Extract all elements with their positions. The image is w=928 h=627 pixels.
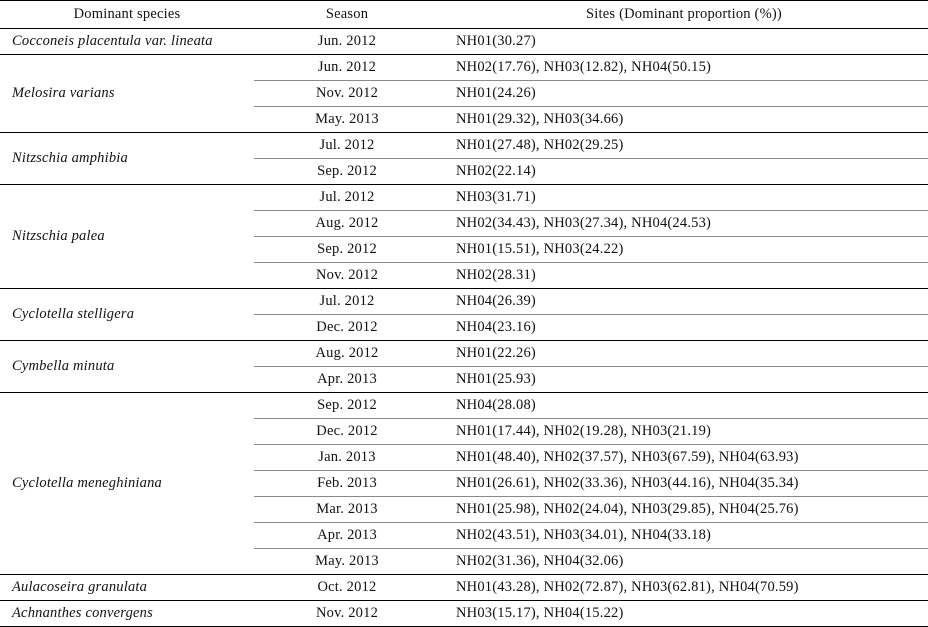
table-row <box>0 185 928 211</box>
table-row <box>0 55 928 81</box>
season-cell: May. 2013 <box>315 111 379 127</box>
sites-cell: NH02(17.76), NH03(12.82), NH04(50.15) <box>456 59 712 75</box>
header-sites: Sites (Dominant proportion (%)) <box>586 6 782 22</box>
season-cell: May. 2013 <box>315 553 379 569</box>
species-cell: Aulacoseira granulata <box>12 579 148 595</box>
sites-cell: NH01(26.61), NH02(33.36), NH03(44.16), NH04(35.34) <box>456 475 799 491</box>
species-cell: Cyclotella meneghiniana <box>12 475 162 491</box>
season-cell: Dec. 2012 <box>316 423 378 439</box>
sites-cell: NH02(31.36), NH04(32.06) <box>456 553 624 569</box>
sites-cell: NH01(24.26) <box>456 85 536 101</box>
season-cell: Nov. 2012 <box>315 267 379 283</box>
season-cell: Jun. 2012 <box>317 33 377 49</box>
season-cell: Apr. 2013 <box>317 371 377 387</box>
sites-cell: NH01(30.27) <box>456 33 536 49</box>
sites-cell: NH02(22.14) <box>456 163 536 179</box>
table-row <box>0 133 928 159</box>
table-body <box>0 29 928 627</box>
season-cell: Jul. 2012 <box>319 189 375 205</box>
season-cell: Oct. 2012 <box>317 579 377 595</box>
header-row <box>0 1 928 29</box>
season-cell: Nov. 2012 <box>315 85 379 101</box>
season-cell: Sep. 2012 <box>317 397 377 413</box>
species-cell: Cymbella minuta <box>12 358 115 374</box>
sites-cell: NH01(15.51), NH03(24.22) <box>456 241 624 257</box>
season-cell: Jan. 2013 <box>318 449 376 465</box>
sites-cell: NH04(28.08) <box>456 397 536 413</box>
sites-cell: NH01(22.26) <box>456 345 536 361</box>
sites-cell: NH01(27.48), NH02(29.25) <box>456 137 624 153</box>
header-season: Season <box>325 6 369 22</box>
header-species: Dominant species <box>73 6 181 22</box>
sites-cell: NH04(26.39) <box>456 293 536 309</box>
species-cell: Cyclotella stelligera <box>12 306 135 322</box>
sites-cell: NH02(28.31) <box>456 267 536 283</box>
sites-cell: NH01(25.93) <box>456 371 536 387</box>
species-cell: Nitzschia amphibia <box>12 150 128 166</box>
season-cell: Jul. 2012 <box>319 137 375 153</box>
season-cell: Sep. 2012 <box>317 163 377 179</box>
table-row <box>0 601 928 627</box>
species-cell: Achnanthes convergens <box>12 605 153 621</box>
season-cell: Feb. 2013 <box>317 475 377 491</box>
table-row <box>0 393 928 419</box>
table-row <box>0 289 928 315</box>
sites-cell: NH01(25.98), NH02(24.04), NH03(29.85), NH04(25.76) <box>456 501 799 517</box>
season-cell: Dec. 2012 <box>316 319 378 335</box>
sites-cell: NH03(31.71) <box>456 189 536 205</box>
sites-cell: NH01(48.40), NH02(37.57), NH03(67.59), NH04(63.93) <box>456 449 799 465</box>
table-row <box>0 29 928 55</box>
species-cell: Cocconeis placentula var. lineata <box>12 33 213 49</box>
season-cell: Nov. 2012 <box>315 605 379 621</box>
species-cell: Melosira varians <box>12 85 115 101</box>
table-row <box>0 341 928 367</box>
season-cell: Sep. 2012 <box>317 241 377 257</box>
sites-cell: NH02(43.51), NH03(34.01), NH04(33.18) <box>456 527 712 543</box>
table-row <box>0 575 928 601</box>
season-cell: Jul. 2012 <box>319 293 375 309</box>
sites-cell: NH04(23.16) <box>456 319 536 335</box>
sites-cell: NH01(43.28), NH02(72.87), NH03(62.81), NH04(70.59) <box>456 579 799 595</box>
species-cell: Nitzschia palea <box>12 228 105 244</box>
sites-cell: NH01(17.44), NH02(19.28), NH03(21.19) <box>456 423 712 439</box>
season-cell: Mar. 2013 <box>316 501 378 517</box>
season-cell: Apr. 2013 <box>317 527 377 543</box>
season-cell: Aug. 2012 <box>315 215 379 231</box>
season-cell: Jun. 2012 <box>317 59 377 75</box>
sites-cell: NH02(34.43), NH03(27.34), NH04(24.53) <box>456 215 712 231</box>
sites-cell: NH01(29.32), NH03(34.66) <box>456 111 624 127</box>
sites-cell: NH03(15.17), NH04(15.22) <box>456 605 624 621</box>
season-cell: Aug. 2012 <box>315 345 379 361</box>
